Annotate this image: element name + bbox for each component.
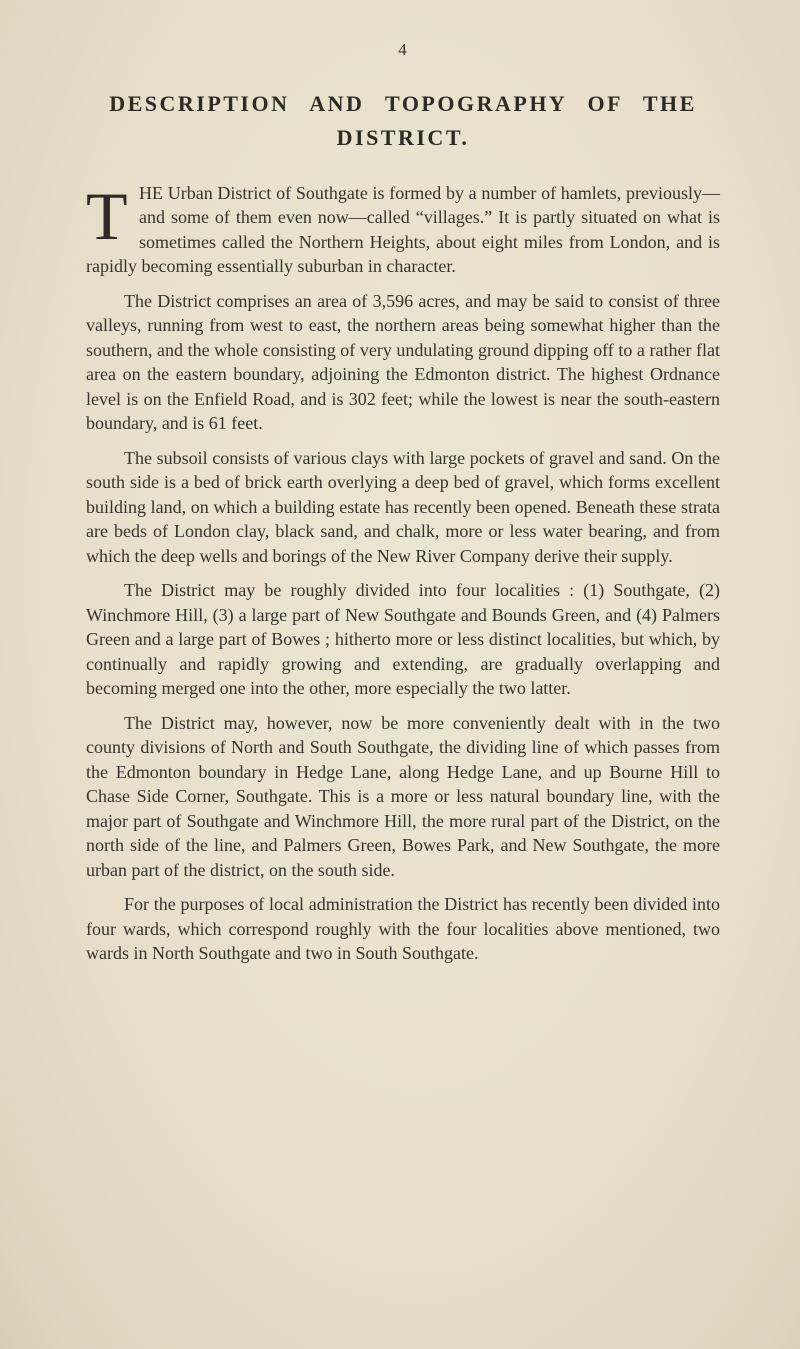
paragraph-2: The District comprises an area of 3,596 acres, and may be said to consist of three valleys, running from west to east, the northern areas being somewhat higher than the southern, and the whole consisting of very undulating ground dipping off to a rather flat area on the eastern boundary, adjoining the Edmonton district. The highest Ordnance level is on the Enfield Road, and is 302 feet; while the lowest is near the south-eastern boundary, and is 61 feet. xyxy=(86,290,720,433)
document-body xyxy=(86,177,720,966)
page-title-line-1: DESCRIPTION AND TOPOGRAPHY OF THE xyxy=(109,90,697,116)
paragraph-6: For the purposes of local administration the District has recently been divided into four wards, which correspond roughly with the four localities above mentioned, two wards in North Southgate and two in South Southgate. xyxy=(86,894,720,963)
page-title-line-2: DISTRICT. xyxy=(336,124,470,150)
page-title xyxy=(86,87,720,155)
paragraph-5: The District may, however, now be more conveniently dealt with in the two county divisions of North and South Southgate, the dividing line of which passes from the Edmonton boundary in Hedge Lane, along Hedge Lane, and up Bourne Hill to Chase Side Corner, Southgate. This is a more or less natural boundary line, with the major part of Southgate and Winchmore Hill, the more rural part of the District, on the north side of the line, and Palmers Green, Bowes Park, and New Southgate, the more urban part of the district, on the south side. xyxy=(86,712,720,880)
paragraph-1 xyxy=(86,177,720,279)
paragraph-4: The District may be roughly divided into four localities : (1) Southgate, (2) Winchmore Hill, (3) a large part of New Southgate and Bounds Green, and (4) Palmers Green and a large part of Bowes ; hitherto more or less distinct localities, but which, by continually and rapidly growing and extending, are gradually overlapping and becoming merged one into the other, more especially the two latter. xyxy=(86,580,720,698)
drop-cap: T xyxy=(86,177,128,254)
paragraph-1-text: HE Urban District of Southgate is formed by a number of hamlets, previously—and some of them even now—called “villages.” It is partly situated on what is sometimes called the Northern Heights, about eight miles from London, and is rapidly becoming essentially suburban in character. xyxy=(86,182,720,276)
paragraph-3: The subsoil consists of various clays with large pockets of gravel and sand. On the south side is a bed of brick earth overlying a deep bed of gravel, which forms excellent building land, on which a building estate has recently been opened. Beneath these strata are beds of London clay, black sand, and chalk, more or less water bearing, and from which the deep wells and borings of the New River Company derive their supply. xyxy=(86,447,720,566)
page-number: 4 xyxy=(398,40,408,59)
